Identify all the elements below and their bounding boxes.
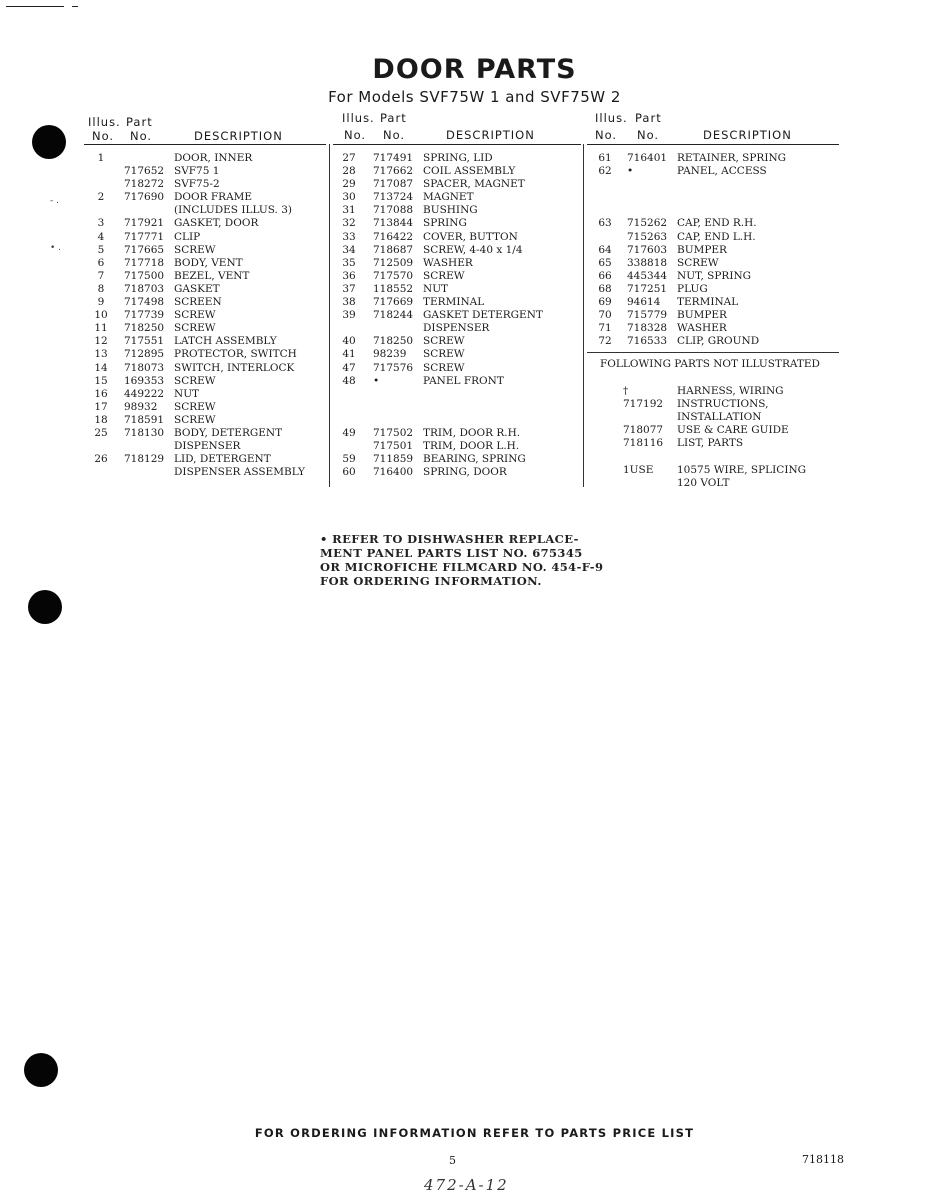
part-number: 717502 [373, 426, 414, 439]
description-header: DESCRIPTION [703, 128, 792, 142]
part-description: SVF75-2 [174, 178, 220, 191]
column-header [333, 110, 581, 144]
illus-number: 4 [97, 230, 105, 243]
table-row [333, 152, 581, 165]
table-row [333, 231, 581, 244]
part-description: CAP, END R.H. [677, 217, 757, 230]
part-description: SPRING [423, 217, 467, 230]
table-row [84, 348, 326, 361]
part-number: 713844 [373, 217, 414, 230]
illus-number: 39 [342, 309, 356, 322]
part-description: BUMPER [677, 309, 727, 322]
table-row [587, 217, 839, 230]
part-description: NUT [423, 282, 449, 295]
table-row [84, 375, 326, 388]
illus-number: 72 [598, 335, 612, 348]
illus-no-header: No. [595, 128, 618, 142]
part-number: 718272 [124, 178, 165, 191]
part-number: 718244 [373, 309, 414, 322]
part-number: 717771 [124, 230, 165, 243]
scan-speck: - . [50, 196, 59, 206]
parts-list [587, 152, 839, 348]
part-description: BEZEL, VENT [174, 269, 250, 282]
table-row [587, 165, 839, 178]
illus-number: 14 [94, 361, 108, 374]
table-row [84, 335, 326, 348]
table-row [333, 178, 581, 191]
part-number: 98239 [373, 348, 407, 361]
part-number: 712895 [124, 348, 165, 361]
page-number: 5 [449, 1154, 456, 1167]
table-row [587, 322, 839, 335]
part-description: LIST, PARTS [677, 437, 744, 450]
table-row [587, 257, 839, 270]
part-number: 715262 [627, 217, 668, 230]
part-number: 98932 [124, 400, 158, 413]
table-row [333, 191, 581, 204]
table-row [587, 477, 839, 490]
footnote-line: • REFER TO DISHWASHER REPLACE- [320, 532, 579, 546]
illus-number: 37 [342, 282, 356, 295]
table-row [84, 178, 326, 191]
table-row [333, 388, 581, 401]
part-description: GASKET, DOOR [174, 217, 259, 230]
part-description: SCREEN [174, 296, 222, 309]
scan-edge-mark [72, 6, 78, 7]
illus-number: 16 [94, 387, 108, 400]
part-number: 712509 [373, 256, 414, 269]
table-row [333, 270, 581, 283]
illus-number: 62 [598, 165, 612, 178]
part-number: 716422 [373, 230, 414, 243]
part-description: GASKET [174, 282, 220, 295]
part-description: SCREW [174, 243, 216, 256]
part-description: DOOR, INNER [174, 152, 253, 164]
table-row [84, 283, 326, 296]
illus-number: 71 [598, 322, 612, 335]
part-description: DISPENSER [174, 440, 241, 453]
part-number: 717192 [623, 398, 664, 411]
part-description: SCREW [423, 348, 465, 361]
part-number: 717087 [373, 178, 414, 191]
table-row [84, 270, 326, 283]
part-description: SCREW [423, 335, 465, 348]
table-row [333, 440, 581, 453]
part-number: 717551 [124, 335, 165, 348]
illus-number: 9 [97, 296, 105, 309]
table-row [587, 191, 839, 204]
part-description: PANEL, ACCESS [677, 165, 767, 178]
header-rule [333, 144, 581, 145]
table-row [84, 401, 326, 414]
illus-number: 2 [97, 191, 105, 204]
part-number: 717088 [373, 204, 414, 217]
illus-number: 5 [97, 243, 105, 256]
parts-column-3 [587, 110, 839, 348]
scan-speck: • . [50, 243, 62, 253]
part-description: DOOR FRAME [174, 191, 253, 204]
table-row [587, 335, 839, 348]
illus-number: 70 [598, 309, 612, 322]
part-number: 717500 [124, 269, 165, 282]
part-description: TRIM, DOOR R.H. [423, 426, 521, 439]
table-row [84, 231, 326, 244]
part-description: WASHER [677, 322, 727, 335]
part-description: CLIP, GROUND [677, 335, 760, 348]
part-description: DISPENSER [423, 322, 490, 335]
table-row [333, 165, 581, 178]
part-number: † [623, 385, 629, 397]
part-number: 718250 [124, 322, 165, 335]
table-row [84, 204, 326, 217]
part-description: GASKET DETERGENT [423, 309, 543, 322]
part-header-label: Part [380, 111, 407, 125]
part-description: COIL ASSEMBLY [423, 165, 516, 178]
document-number: 718118 [802, 1153, 844, 1166]
part-description: BEARING, SPRING [423, 453, 526, 466]
part-description: DISPENSER ASSEMBLY [174, 466, 305, 479]
part-description: SCREW [423, 269, 465, 282]
illus-number: 38 [342, 296, 356, 309]
table-row [587, 296, 839, 309]
part-number: 716400 [373, 466, 414, 479]
illus-number: 12 [94, 335, 108, 348]
table-row [333, 204, 581, 217]
part-number: 718130 [124, 426, 165, 439]
part-description: SCREW [174, 400, 216, 413]
illus-number: 31 [342, 204, 356, 217]
table-row [587, 385, 839, 398]
part-description: TRIM, DOOR L.H. [423, 440, 520, 453]
binder-hole [28, 590, 62, 624]
table-row [587, 411, 839, 424]
table-row [333, 414, 581, 427]
table-row [333, 453, 581, 466]
part-number: • [627, 165, 634, 178]
ordering-info: FOR ORDERING INFORMATION REFER TO PARTS PRICE LIST [254, 1126, 695, 1140]
illus-header-label: Illus. [595, 111, 628, 125]
table-row [587, 204, 839, 217]
binder-hole [32, 125, 66, 159]
illus-number: 18 [94, 413, 108, 426]
table-row [587, 424, 839, 437]
footnote-line: FOR ORDERING INFORMATION. [320, 574, 542, 588]
table-row [84, 388, 326, 401]
part-description: LID, DETERGENT [174, 453, 271, 466]
footnote-line: OR MICROFICHE FILMCARD NO. 454-F-9 [320, 560, 604, 574]
table-row [587, 178, 839, 191]
page-subtitle: For Models SVF75W 1 and SVF75W 2 [328, 88, 621, 106]
page-title: DOOR PARTS [372, 54, 577, 85]
part-description: USE & CARE GUIDE [677, 424, 789, 437]
illus-number: 33 [342, 230, 356, 243]
illus-number: 41 [342, 348, 356, 361]
illus-number: 69 [598, 296, 612, 309]
column-header [84, 110, 326, 144]
table-row [84, 191, 326, 204]
illus-number: 60 [342, 466, 356, 479]
header-rule [587, 144, 839, 145]
column-divider [583, 144, 584, 487]
part-description: COVER, BUTTON [423, 230, 518, 243]
illus-number: 66 [598, 269, 612, 282]
part-description: SCREW [174, 374, 216, 387]
part-number: 169353 [124, 374, 165, 387]
illus-number: 68 [598, 282, 612, 295]
part-number: 449222 [124, 387, 165, 400]
illus-number: 47 [342, 361, 356, 374]
part-description: SCREW [174, 413, 216, 426]
part-number: 718591 [124, 413, 165, 426]
table-row [84, 466, 326, 479]
table-row [333, 335, 581, 348]
table-row [333, 217, 581, 230]
part-description: BODY, DETERGENT [174, 426, 283, 439]
part-no-header: No. [130, 129, 153, 143]
table-row [333, 427, 581, 440]
part-description: SCREW [174, 322, 216, 335]
illus-number: 63 [598, 217, 612, 230]
illus-number: 36 [342, 269, 356, 282]
table-row [84, 165, 326, 178]
illus-number: 25 [94, 426, 108, 439]
part-description: SPACER, MAGNET [423, 178, 525, 191]
part-number: 717491 [373, 152, 414, 164]
illus-number: 3 [97, 217, 105, 230]
part-number: 718687 [373, 243, 414, 256]
header-rule [84, 144, 326, 145]
part-description: INSTALLATION [677, 411, 762, 424]
table-row [84, 427, 326, 440]
part-number: 717665 [124, 243, 165, 256]
part-description: 120 VOLT [677, 476, 730, 489]
part-number: 717652 [124, 165, 165, 178]
parts-list [333, 152, 581, 479]
illus-number: 11 [94, 322, 108, 335]
illus-number: 32 [342, 217, 356, 230]
table-row [84, 217, 326, 230]
part-description: TERMINAL [677, 296, 739, 309]
illus-number: 64 [598, 243, 612, 256]
part-number: 718116 [623, 437, 664, 450]
table-row [84, 309, 326, 322]
parts-column-1 [84, 110, 326, 479]
illus-number: 6 [97, 256, 105, 269]
table-row [84, 257, 326, 270]
column-header [587, 110, 839, 144]
part-number: 717498 [124, 296, 165, 309]
part-number: 711859 [373, 453, 414, 466]
scan-edge-mark [6, 6, 64, 7]
table-row [333, 244, 581, 257]
table-row [333, 362, 581, 375]
part-number: 717570 [373, 269, 414, 282]
part-number: 717662 [373, 165, 414, 178]
part-description: TERMINAL [423, 296, 485, 309]
part-header-label: Part [635, 111, 662, 125]
illus-header-label: Illus. [342, 111, 375, 125]
part-description: PANEL FRONT [423, 374, 504, 387]
table-row [587, 231, 839, 244]
part-number: 718077 [623, 424, 664, 437]
part-description: CAP, END L.H. [677, 230, 756, 243]
table-row [587, 464, 839, 477]
part-number: 716401 [627, 152, 668, 164]
illus-number: 59 [342, 453, 356, 466]
part-header-label: Part [126, 115, 153, 129]
part-description: BUSHING [423, 204, 478, 217]
illus-header-label: Illus. [88, 115, 121, 129]
illus-number: 34 [342, 243, 356, 256]
illus-number: 17 [94, 400, 108, 413]
part-number: 118552 [373, 282, 414, 295]
part-description: 10575 WIRE, SPLICING [677, 463, 807, 476]
handwritten-note: 472-A-12 [424, 1176, 509, 1194]
part-number: • [373, 374, 380, 387]
table-row [333, 348, 581, 361]
table-row [333, 322, 581, 335]
illus-number: 26 [94, 453, 108, 466]
illus-number: 35 [342, 256, 356, 269]
part-description: SVF75 1 [174, 165, 220, 178]
table-row [84, 453, 326, 466]
parts-column-2 [333, 110, 581, 479]
illus-number: 49 [342, 426, 356, 439]
not-illustrated-list [587, 385, 839, 490]
illus-number: 65 [598, 256, 612, 269]
part-number: 718250 [373, 335, 414, 348]
part-description: CLIP [174, 230, 201, 243]
illus-number: 61 [598, 152, 612, 164]
parts-list [84, 152, 326, 479]
part-number: 94614 [627, 296, 661, 309]
table-row [587, 283, 839, 296]
part-description: WASHER [423, 256, 473, 269]
part-description: SCREW [677, 256, 719, 269]
part-description: SPRING, LID [423, 152, 493, 164]
table-row [84, 322, 326, 335]
part-number: 718328 [627, 322, 668, 335]
not-illustrated-notice: FOLLOWING PARTS NOT ILLUSTRATED [600, 358, 820, 370]
table-row [587, 270, 839, 283]
part-description: HARNESS, WIRING [677, 385, 784, 397]
illus-no-header: No. [344, 128, 367, 142]
illus-number: 8 [97, 282, 105, 295]
table-row [587, 244, 839, 257]
table-row [333, 257, 581, 270]
table-row [84, 440, 326, 453]
table-row [587, 437, 839, 450]
table-row [587, 309, 839, 322]
illus-number: 40 [342, 335, 356, 348]
part-number: 717690 [124, 191, 165, 204]
part-number: 717669 [373, 296, 414, 309]
footnote [320, 532, 603, 588]
table-row [587, 450, 839, 463]
part-description: PLUG [677, 282, 708, 295]
illus-number: 10 [94, 309, 108, 322]
part-number: 717739 [124, 309, 165, 322]
part-number: 718129 [124, 453, 165, 466]
table-row [587, 398, 839, 411]
illus-no-header: No. [92, 129, 115, 143]
part-description: SCREW [423, 361, 465, 374]
part-no-header: No. [383, 128, 406, 142]
illus-number: 27 [342, 152, 356, 164]
table-row [333, 466, 581, 479]
part-number: 445344 [627, 269, 668, 282]
part-description: LATCH ASSEMBLY [174, 335, 277, 348]
notice-rule [587, 352, 839, 353]
part-description: SPRING, DOOR [423, 466, 507, 479]
part-number: 715263 [627, 230, 668, 243]
illus-number: 30 [342, 191, 356, 204]
part-number: 718703 [124, 282, 165, 295]
illus-number: 7 [97, 269, 105, 282]
table-row [84, 244, 326, 257]
part-description: PROTECTOR, SWITCH [174, 348, 297, 361]
part-description: INSTRUCTIONS, [677, 398, 769, 411]
part-number: 718073 [124, 361, 165, 374]
part-no-header: No. [637, 128, 660, 142]
table-row [84, 414, 326, 427]
table-row [587, 152, 839, 165]
part-description: NUT, SPRING [677, 269, 752, 282]
part-number: 1USE [623, 463, 654, 476]
part-description: MAGNET [423, 191, 474, 204]
illus-number: 48 [342, 374, 356, 387]
illus-number: 1 [97, 152, 105, 164]
table-row [333, 401, 581, 414]
illus-number: 29 [342, 178, 356, 191]
table-row [333, 375, 581, 388]
table-row [84, 362, 326, 375]
part-number: 717501 [373, 440, 414, 453]
part-number: 717921 [124, 217, 165, 230]
part-number: 717718 [124, 256, 165, 269]
footnote-line: MENT PANEL PARTS LIST NO. 675345 [320, 546, 583, 560]
table-row [84, 296, 326, 309]
part-number: 717251 [627, 282, 668, 295]
part-number: 717576 [373, 361, 414, 374]
table-row [84, 152, 326, 165]
table-row [333, 283, 581, 296]
part-number: 713724 [373, 191, 414, 204]
illus-number: 15 [94, 374, 108, 387]
description-header: DESCRIPTION [446, 128, 535, 142]
column-divider [329, 144, 330, 487]
part-number: 717603 [627, 243, 668, 256]
part-description: BODY, VENT [174, 256, 243, 269]
part-description: (INCLUDES ILLUS. 3) [174, 204, 292, 217]
part-number: 338818 [627, 256, 668, 269]
description-header: DESCRIPTION [194, 129, 283, 143]
part-description: SCREW [174, 309, 216, 322]
part-number: 715779 [627, 309, 668, 322]
part-description: SWITCH, INTERLOCK [174, 361, 295, 374]
illus-number: 28 [342, 165, 356, 178]
part-description: BUMPER [677, 243, 727, 256]
part-description: RETAINER, SPRING [677, 152, 787, 164]
binder-hole [24, 1053, 58, 1087]
part-description: SCREW, 4-40 x 1/4 [423, 243, 523, 256]
table-row [333, 309, 581, 322]
part-description: NUT [174, 387, 200, 400]
table-row [333, 296, 581, 309]
illus-number: 13 [94, 348, 108, 361]
part-number: 716533 [627, 335, 668, 348]
